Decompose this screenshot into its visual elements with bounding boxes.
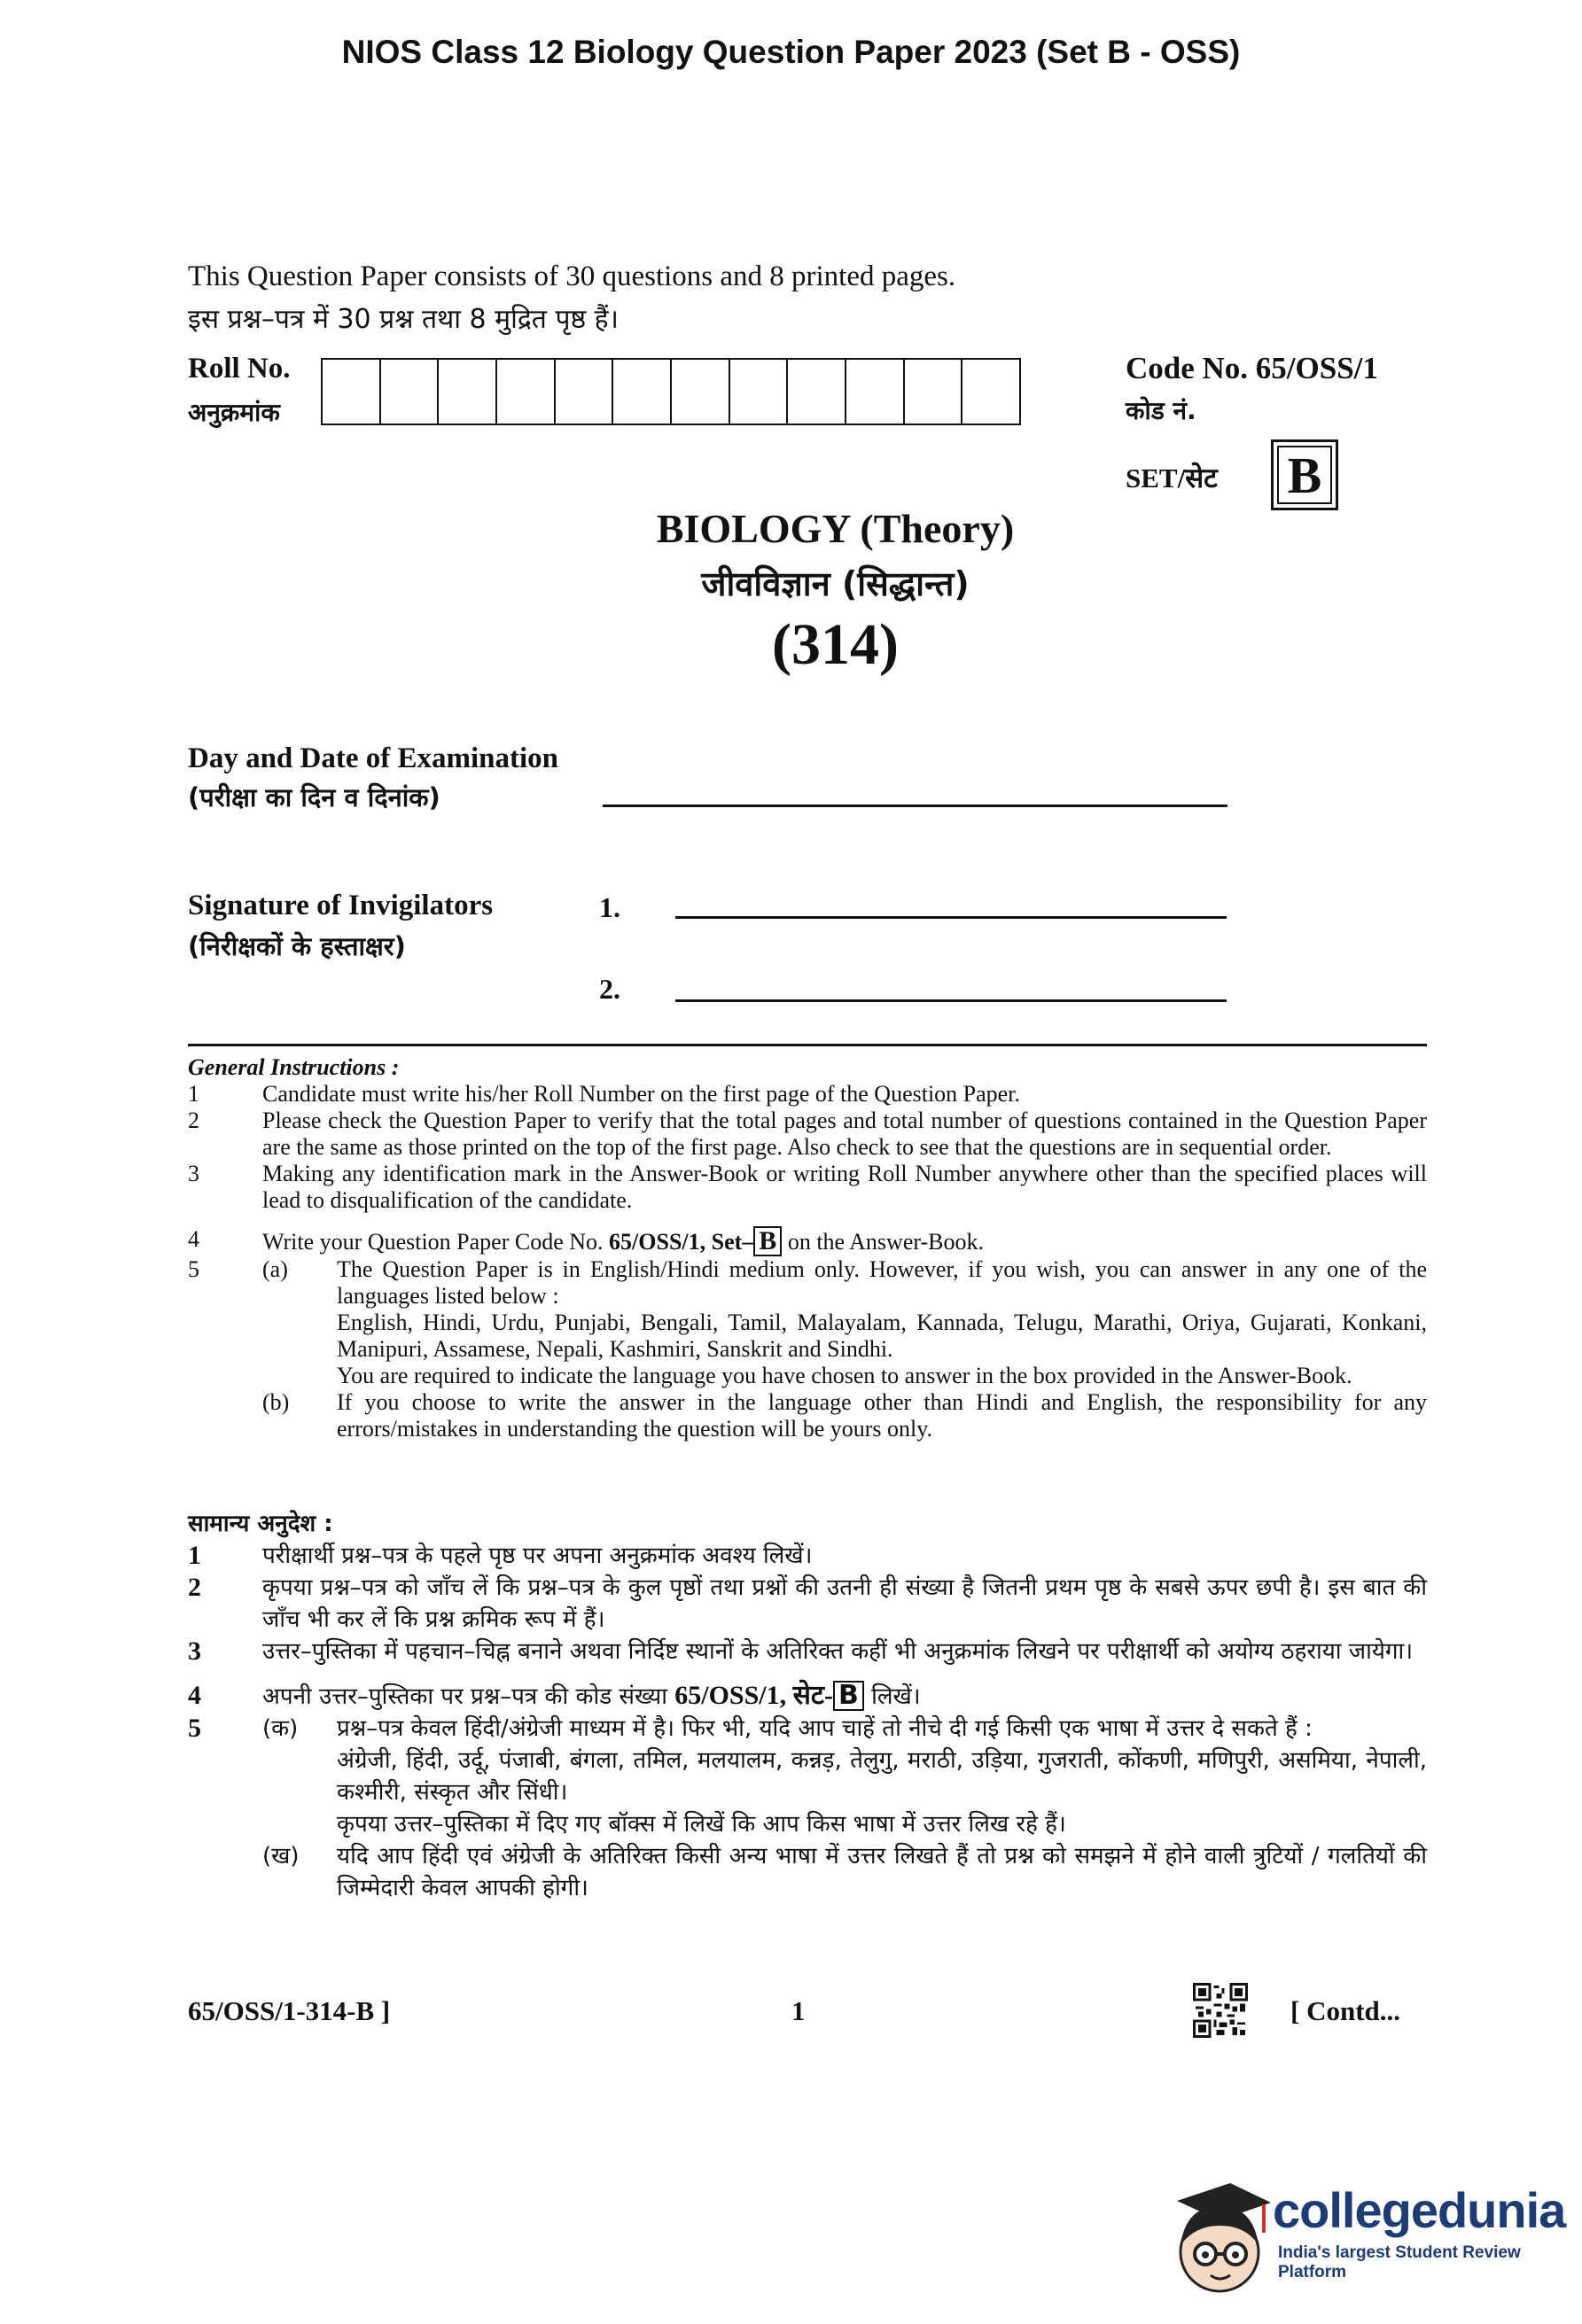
instruction-number: 1 (188, 1541, 201, 1570)
instruction-item (188, 1636, 1427, 1667)
roll-box (845, 360, 903, 424)
roll-box (379, 360, 438, 424)
set-value-inline: B (833, 1681, 864, 1711)
paper-info-english: This Question Paper consists of 30 questions and 8 printed pages. (188, 260, 956, 292)
subitem-body (337, 1713, 1427, 1840)
language-list: अंग्रेजी, हिंदी, उर्दू, पंजाबी, बंगला, तमिल, मलयालम, कन्नड़, तेलुगु, मराठी, उड़िया, गुजराती, कोंकणी, मणिपुरी, असमिया, नेपाली, कश्मीरी, संस्कृत और सिंधी। (337, 1747, 1427, 1806)
instruction-subitems (262, 1713, 1427, 1904)
brand-name: collegedunia (1273, 2182, 1566, 2238)
instruction-text: कृपया प्रश्न–पत्र को जाँच लें कि प्रश्न–पत्र के कुल पृष्ठों तथा प्रश्नों की उतनी ही संख्या है जितनी प्रथम पृष्ठ के सबसे ऊपर छपी है। इस बात की जाँच भी कर लें कि प्रश्न क्रमिक रूप में हैं। (262, 1574, 1427, 1633)
subitem-body (337, 1256, 1427, 1389)
subitem-label: (b) (262, 1389, 290, 1415)
code-number-label: Code No. 65/OSS/1 (1126, 351, 1378, 385)
subitem-label: (ख) (262, 1843, 300, 1869)
instruction-text (262, 1680, 1427, 1713)
subitem-label: (a) (262, 1256, 288, 1282)
paper-code: 65/OSS/1, Set– (609, 1229, 754, 1255)
section-divider (188, 1044, 1427, 1046)
signature-line-1 (675, 916, 1227, 919)
instruction-item (188, 1540, 1427, 1572)
signature-line-2 (675, 999, 1227, 1002)
instruction-text-part: लिखें। (871, 1683, 921, 1710)
general-instructions-hindi (188, 1508, 1427, 1904)
subitem-text: The Question Paper is in English/Hindi medium only. However, if you wish, you can answer in any one of the languages listed below : (337, 1256, 1427, 1309)
instruction-number: 5 (188, 1256, 199, 1282)
exam-date-label-hindi: (परीक्षा का दिन व दिनांक) (188, 782, 440, 812)
language-list: English, Hindi, Urdu, Punjabi, Bengali, Tamil, Malayalam, Kannada, Telugu, Marathi, Oriya, Gujarati, Konkani, Manipuri, Assamese, Nepali, Kashmiri, Sanskrit and Sindhi. (337, 1310, 1427, 1362)
subitem-label: (क) (262, 1715, 299, 1742)
continued-label: [ Contd... (1290, 1995, 1401, 2026)
instruction-text: Please check the Question Paper to verify that the total pages and total number of questions contained in the Question Paper are the same as those printed on the top of the first page. Also check to see that the questions are in sequential order. (262, 1108, 1427, 1160)
subject-code: (314) (772, 612, 899, 677)
instruction-item (188, 1081, 1427, 1108)
instruction-subitem (262, 1389, 1427, 1442)
subitem-note: कृपया उत्तर–पुस्तिका में दिए गए बॉक्स में लिखें कि आप किस भाषा में उत्तर लिख रहे हैं। (337, 1811, 1066, 1838)
roll-box (323, 360, 379, 424)
roll-box (612, 360, 670, 424)
instruction-number: 4 (188, 1681, 201, 1710)
qr-code-icon (1193, 1983, 1248, 2038)
instruction-subitems (262, 1256, 1427, 1442)
set-label: SET/सेट (1126, 462, 1218, 494)
instruction-number: 4 (188, 1226, 199, 1252)
brand-tagline: India's largest Student Review Platform (1278, 2243, 1521, 2281)
subitem-text: If you choose to write the answer in the language other than Hindi and English, the responsibility for any errors/mistakes in understanding the question will be yours only. (337, 1389, 1427, 1442)
set-value: B (1277, 446, 1332, 504)
roll-number-label: Roll No. (188, 353, 291, 385)
instructions-heading: General Instructions : (188, 1054, 400, 1080)
roll-box (729, 360, 787, 424)
instruction-subitem (262, 1256, 1427, 1389)
roll-number-label-hindi: अनुक्रमांक (188, 398, 280, 427)
instruction-item (188, 1256, 1427, 1442)
instruction-subitem (262, 1713, 1427, 1840)
instruction-number: 3 (188, 1636, 201, 1666)
page-title: NIOS Class 12 Biology Question Paper 2023 (Set B - OSS) (341, 34, 1241, 70)
roll-box (903, 360, 962, 424)
instruction-subitem (262, 1840, 1427, 1904)
subitem-note: You are required to indicate the language you have chosen to answer in the box provided in the Answer-Book. (337, 1363, 1352, 1388)
roll-box (786, 360, 845, 424)
roll-box (554, 360, 612, 424)
roll-box (670, 360, 729, 424)
instruction-item (188, 1108, 1427, 1161)
subject-title: BIOLOGY (Theory) (656, 506, 1015, 551)
paper-info-hindi: इस प्रश्न–पत्र में 30 प्रश्न तथा 8 मुद्रित पृष्ठ हैं। (188, 304, 619, 335)
set-value-inline: B (753, 1226, 782, 1256)
roll-box (495, 360, 554, 424)
instruction-text: Candidate must write his/her Roll Number on the first page of the Question Paper. (262, 1081, 1020, 1107)
instruction-text: उत्तर–पुस्तिका में पहचान–चिह्न बनाने अथवा निर्दिष्ट स्थानों के अतिरिक्त कहीं भी अनुक्रमांक लिखने पर परीक्षार्थी को अयोग्य ठहराया जायेगा। (262, 1638, 1414, 1665)
signature-label-hindi: (निरीक्षकों के हस्ताक्षर) (188, 931, 406, 961)
instruction-number: 2 (188, 1573, 201, 1602)
instruction-item (188, 1680, 1427, 1713)
code-number-label-hindi: कोड नं. (1126, 396, 1196, 425)
instruction-text: Making any identification mark in the Answer-Book or writing Roll Number anywhere other than the specified places will lead to disqualification of the candidate. (262, 1161, 1427, 1213)
instruction-text: परीक्षार्थी प्रश्न–पत्र के पहले पृष्ठ पर अपना अनुक्रमांक अवश्य लिखें। (262, 1543, 813, 1569)
instruction-item (188, 1161, 1427, 1214)
instructions-heading-hindi: सामान्य अनुदेश : (188, 1511, 333, 1537)
subitem-text: प्रश्न–पत्र केवल हिंदी/अंग्रेजी माध्यम में है। फिर भी, यदि आप चाहें तो नीचे दी गई किसी एक भाषा में उत्तर दे सकते हैं : (337, 1715, 1313, 1742)
subitem-text: यदि आप हिंदी एवं अंग्रेजी के अतिरिक्त किसी अन्य भाषा में उत्तर लिखते हैं तो प्रश्न को समझने में होने वाली त्रुटियों / गलतियों की जिम्मेदारी केवल आपकी होगी। (337, 1843, 1427, 1901)
instruction-text-part: on the Answer-Book. (787, 1229, 984, 1255)
page-number: 1 (791, 1995, 806, 2026)
signature-number-1: 1. (599, 891, 620, 923)
instruction-number: 5 (188, 1714, 201, 1743)
signature-number-2: 2. (599, 973, 620, 1005)
footer-paper-code: 65/OSS/1-314-B ] (188, 1995, 391, 2026)
set-box (1271, 439, 1338, 510)
roll-box (961, 360, 1019, 424)
subject-title-hindi: जीवविज्ञान (सिद्धान्त) (701, 564, 970, 603)
instruction-text (262, 1226, 1427, 1256)
roll-number-boxes (321, 358, 1021, 425)
instruction-item (188, 1226, 1427, 1256)
paper-code: 65/OSS/1, सेट- (674, 1681, 834, 1710)
instruction-number: 2 (188, 1108, 199, 1133)
roll-box (437, 360, 495, 424)
exam-date-label: Day and Date of Examination (188, 742, 559, 774)
signature-label: Signature of Invigilators (188, 890, 494, 921)
general-instructions-english (188, 1054, 1427, 1442)
exam-date-line (603, 804, 1227, 807)
instruction-item (188, 1572, 1427, 1636)
instruction-number: 3 (188, 1161, 199, 1186)
instruction-text-part: Write your Question Paper Code No. (262, 1229, 604, 1255)
instruction-text-part: अपनी उत्तर–पुस्तिका पर प्रश्न–पत्र की कोड संख्या (262, 1683, 667, 1710)
instruction-item (188, 1713, 1427, 1904)
instruction-number: 1 (188, 1081, 199, 1107)
